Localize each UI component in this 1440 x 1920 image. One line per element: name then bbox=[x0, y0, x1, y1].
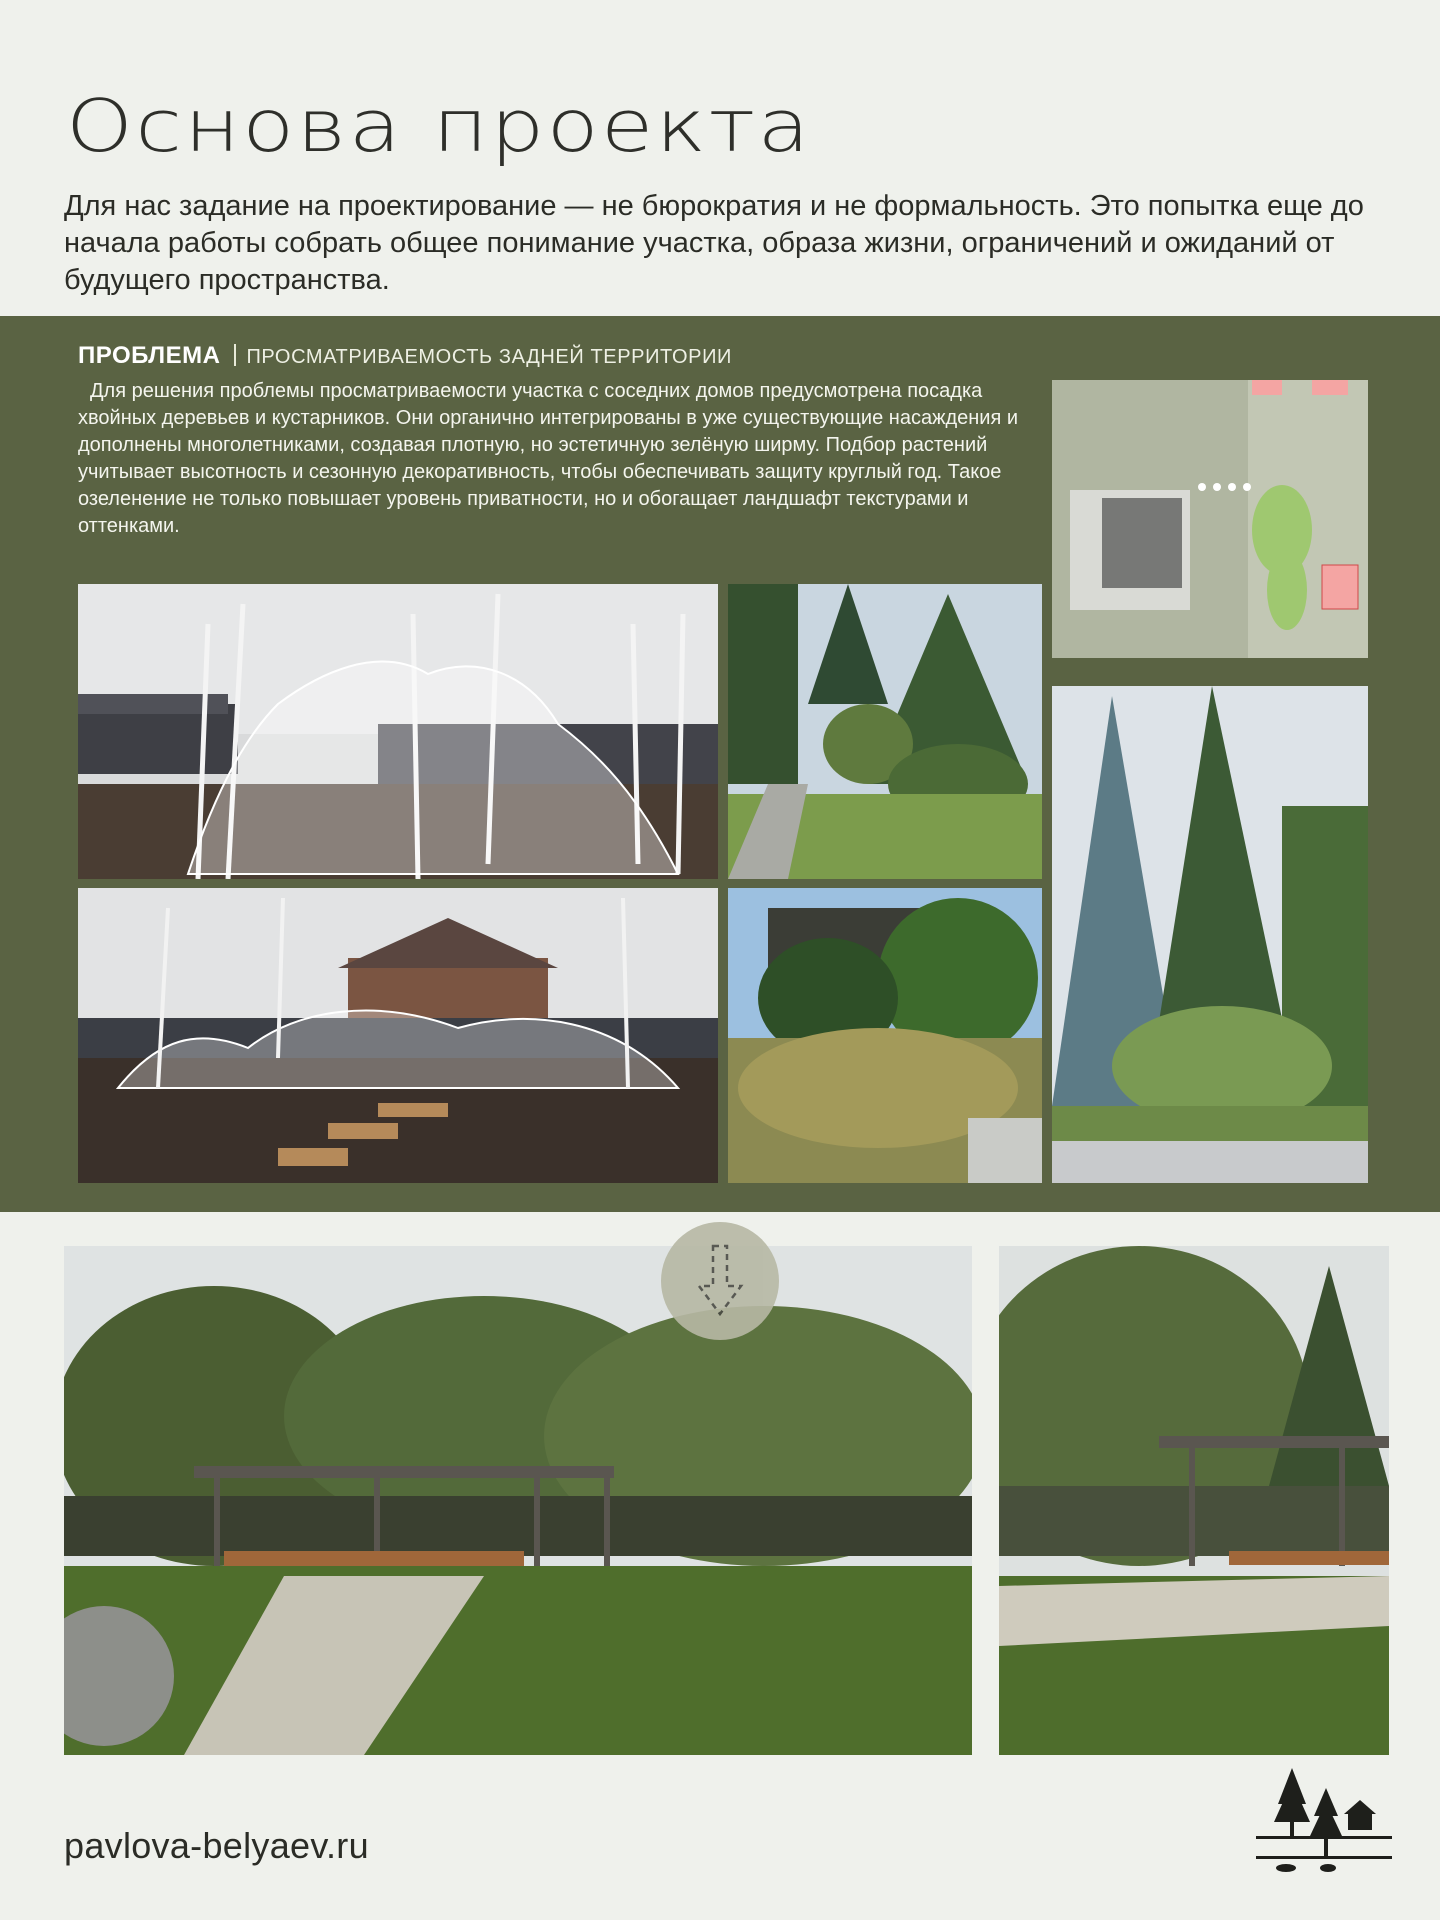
problem-subheading: ПРОСМАТРИВАЕМОСТЬ ЗАДНЕЙ ТЕРРИТОРИИ bbox=[246, 346, 733, 368]
render-pergola-wide bbox=[64, 1246, 972, 1755]
render-pergola-close bbox=[999, 1246, 1389, 1755]
problem-heading: ПРОБЛЕМА bbox=[78, 342, 221, 369]
site-plan bbox=[1052, 380, 1368, 658]
grasses-garden-photo bbox=[728, 888, 1042, 1183]
page-title: Основа проекта bbox=[66, 84, 812, 168]
conifer-path-photo bbox=[728, 584, 1042, 879]
problem-text: Для решения проблемы просматриваемости участка с соседних домов предусмотрена посадка хвойных деревьев и кустарников. Они органично интегрированы в уже существующие насаждения и дополнены многолетниками, создавая плотную, но эстетичную зелёную ширму. Подбор растений учитывает высотность и сезонную декоративность, чтобы обеспечивать защиту круглый год. Такое озеленение не только повышает уровень приватности, но и обогащает ландшафт текстурами и оттенками. bbox=[78, 380, 1019, 537]
intro-text: Для нас задание на проектирование — не бюрократия и не формальность. Это попытка еще до начала работы собрать общее понимание участка, образа жизни, ограничений и ожиданий от будущего пространства. bbox=[64, 190, 1364, 296]
site-photo-birches-sketch bbox=[78, 584, 718, 879]
footer-url[interactable]: pavlova-belyaev.ru bbox=[64, 1825, 369, 1866]
company-logo-trees-icon bbox=[1256, 1764, 1392, 1874]
company-logo bbox=[1256, 1764, 1392, 1874]
problem-header bbox=[78, 342, 732, 370]
arrow-down-badge bbox=[661, 1222, 779, 1340]
blue-spruce-photo bbox=[1052, 686, 1368, 1183]
arrow-down-icon bbox=[661, 1222, 779, 1340]
heading-divider bbox=[234, 344, 236, 366]
site-photo-house-sketch bbox=[78, 888, 718, 1183]
